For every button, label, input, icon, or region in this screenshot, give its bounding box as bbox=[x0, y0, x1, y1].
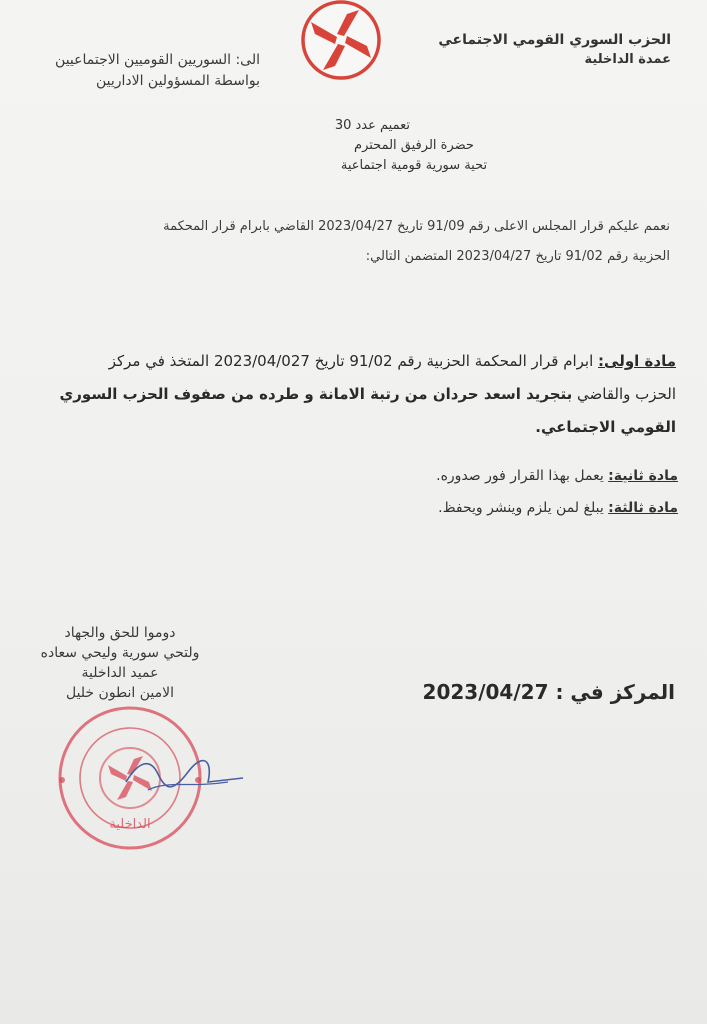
intro-line: نعمم عليكم قرار المجلس الاعلى رقم 91/09 تاريخ 2023/04/27 القاضي بابرام قرار المحكمة bbox=[163, 219, 670, 234]
article-one-text: ابرام قرار المحكمة الحزبية رقم 91/02 تاريخ 2023/04/027 المتخذ في مركز bbox=[108, 352, 599, 370]
article-one-text: الحزب والقاضي bbox=[572, 385, 676, 403]
closing-slogan: ولتحي سورية وليحي سعاده bbox=[40, 645, 200, 661]
recipients-line: الى: السوريين القوميين الاجتماعيين bbox=[55, 52, 260, 68]
greeting-line: تحية سورية قومية اجتماعية bbox=[340, 158, 488, 173]
place-and-date: المركز في : 2023/04/27 bbox=[422, 680, 675, 704]
article-three-label: مادة ثالثة: bbox=[608, 500, 678, 516]
recipients-header bbox=[10, 50, 260, 92]
handwritten-signature bbox=[118, 752, 248, 802]
signatory-title: عميد الداخلية bbox=[81, 665, 159, 681]
organization-header bbox=[411, 30, 671, 70]
signatory-name: الامين انطون خليل bbox=[65, 685, 175, 701]
addressee-block bbox=[330, 136, 498, 176]
department-name: عمدة الداخلية bbox=[584, 52, 671, 67]
article-two-label: مادة ثانية: bbox=[608, 468, 678, 484]
article-one-label: مادة اولى: bbox=[598, 352, 676, 370]
circular-number: تعميم عدد 30 bbox=[334, 118, 410, 133]
article-two bbox=[300, 465, 678, 487]
intro-paragraph bbox=[60, 212, 670, 272]
stamp-text: الداخلية bbox=[109, 817, 151, 832]
closing-signature-block bbox=[20, 623, 220, 703]
via-line: بواسطة المسؤولين الاداريين bbox=[95, 73, 260, 89]
article-one-text: القومي الاجتماعي. bbox=[535, 418, 676, 436]
intro-line: الحزبية رقم 91/02 تاريخ 2023/04/27 المتضمن التالي: bbox=[365, 249, 670, 264]
article-three-text: يبلغ لمن يلزم وينشر ويحفظ. bbox=[438, 500, 609, 516]
article-two-text: يعمل بهذا القرار فور صدوره. bbox=[436, 468, 609, 484]
article-one bbox=[36, 345, 676, 444]
party-emblem-logo bbox=[297, 0, 385, 84]
article-three bbox=[300, 497, 678, 519]
organization-name: الحزب السوري القومي الاجتماعي bbox=[438, 32, 671, 48]
article-one-decision: بتجريد اسعد حردان من رتبة الامانة و طرده من صفوف الحزب السوري bbox=[59, 385, 573, 403]
closing-slogan: دوموا للحق والجهاد bbox=[64, 625, 176, 641]
addressee-line: حضرة الرفيق المحترم bbox=[354, 138, 474, 153]
